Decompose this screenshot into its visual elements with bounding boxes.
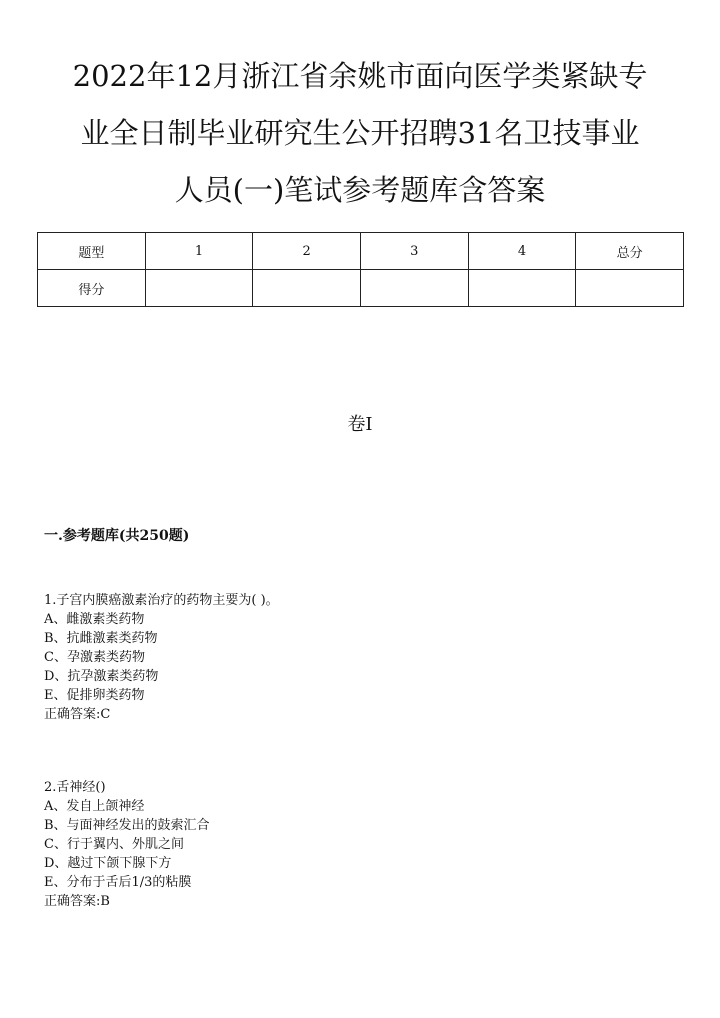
question-answer: 正确答案:B [44,894,110,909]
score-header-cell: 1 [145,233,253,270]
question-option: C、孕激素类药物 [44,650,145,665]
question-2 [44,778,210,911]
score-row-label: 得分 [38,270,146,307]
question-answer: 正确答案:C [44,707,111,722]
question-option: B、抗雌激素类药物 [44,631,158,646]
score-header-cell: 2 [253,233,361,270]
question-1 [44,591,279,724]
score-cell [468,270,576,307]
question-option: D、抗孕激素类药物 [44,669,159,684]
score-header-cell: 题型 [38,233,146,270]
title-line-2: 业全日制毕业研究生公开招聘31名卫技事业 [80,116,640,150]
question-stem: 2.舌神经() [44,780,106,795]
score-cell [360,270,468,307]
score-table-score-row [38,270,684,307]
question-option: D、越过下颌下腺下方 [44,856,172,871]
question-option: B、与面神经发出的鼓索汇合 [44,818,210,833]
score-cell [253,270,361,307]
score-header-cell: 4 [468,233,576,270]
score-header-cell: 3 [360,233,468,270]
section-title: 一.参考题库(共250题) [44,528,190,544]
title-line-1: 2022年12月浙江省余姚市面向医学类紧缺专 [72,59,648,93]
question-option: E、分布于舌后1/3的粘膜 [44,875,192,890]
title-line-3: 人员(一)笔试参考题库含答案 [174,173,546,207]
volume-label: 卷I [347,414,373,435]
question-option: A、雌激素类药物 [44,612,145,627]
question-option: A、发自上颌神经 [44,799,145,814]
question-option: C、行于翼内、外肌之间 [44,837,184,852]
question-stem: 1.子宫内膜癌激素治疗的药物主要为( )。 [44,593,279,608]
score-table [37,232,684,307]
score-table-header-row [38,233,684,270]
document-title [0,48,720,219]
score-cell [145,270,253,307]
question-option: E、促排卵类药物 [44,688,145,703]
score-header-cell: 总分 [576,233,684,270]
score-cell [576,270,684,307]
